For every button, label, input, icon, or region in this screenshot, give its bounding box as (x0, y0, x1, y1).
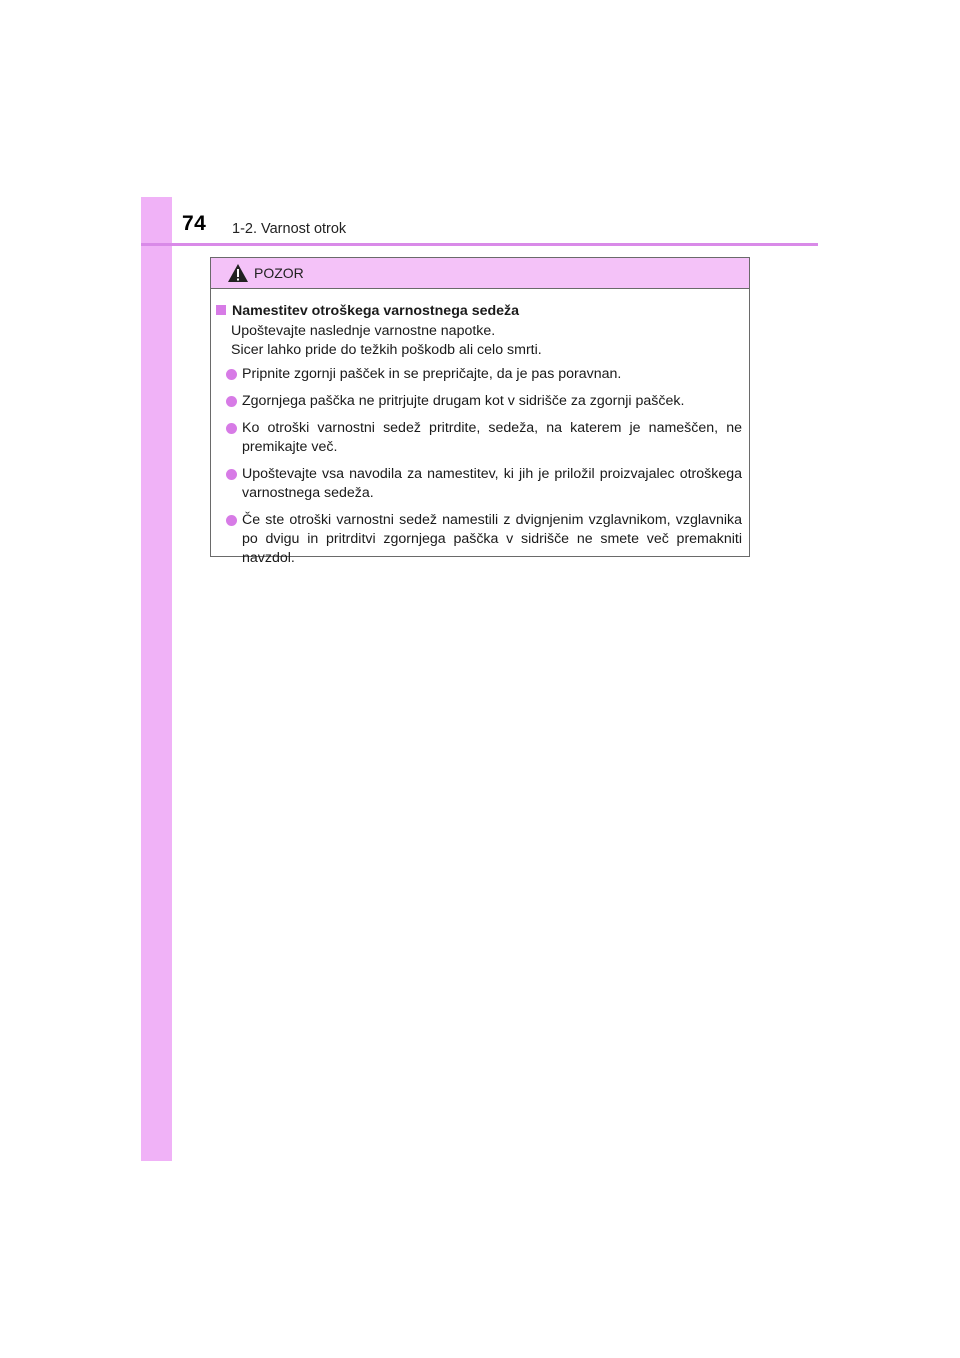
bullet-item (226, 392, 742, 411)
bullet-text: Pripnite zgornji pašček in se prepričajte, da je pas poravnan. (242, 366, 622, 382)
bullet-item (226, 511, 742, 568)
bullet-dot-icon (226, 515, 237, 526)
bullet-dot-icon (226, 396, 237, 407)
warning-label: POZOR (254, 265, 304, 281)
subheading-text: Namestitev otroškega varnostnega sedeža (232, 303, 520, 319)
warning-subheading (216, 302, 519, 321)
intro-line-2: Sicer lahko pride do težkih poškodb ali celo smrti. (231, 342, 542, 358)
bullet-dot-icon (226, 423, 237, 434)
bullet-text: Če ste otroški varnostni sedež namestili z dvignjenim vzglavnikom, vzglavnika po dvigu in pritrditvi zgornjega paščka v sidrišče ne smete več premakniti navzdol. (242, 512, 742, 566)
bullet-text: Zgornjega paščka ne pritrjujte drugam kot v sidrišče za zgornji pašček. (242, 393, 685, 409)
bullet-dot-icon (226, 469, 237, 480)
bullet-item (226, 419, 742, 457)
page-number: 74 (182, 212, 207, 235)
warning-triangle-icon (227, 263, 249, 283)
section-title: 1-2. Varnost otrok (232, 221, 347, 237)
warning-intro (231, 322, 542, 360)
bullet-item (226, 365, 742, 384)
bullet-text: Upoštevajte vsa navodila za namestitev, ki jih je priložil proizvajalec otroškega varnostnega sedeža. (242, 466, 742, 501)
warning-box (210, 257, 750, 566)
side-color-strip (141, 197, 172, 1161)
warning-header (211, 258, 749, 289)
intro-line-1: Upoštevajte naslednje varnostne napotke. (231, 323, 496, 339)
bullet-text: Ko otroški varnostni sedež pritrdite, sedeža, na katerem je nameščen, ne premikajte več. (242, 420, 742, 455)
bullet-dot-icon (226, 369, 237, 380)
bullet-item (226, 465, 742, 503)
header-divider (141, 243, 818, 246)
square-bullet-icon (216, 305, 226, 315)
